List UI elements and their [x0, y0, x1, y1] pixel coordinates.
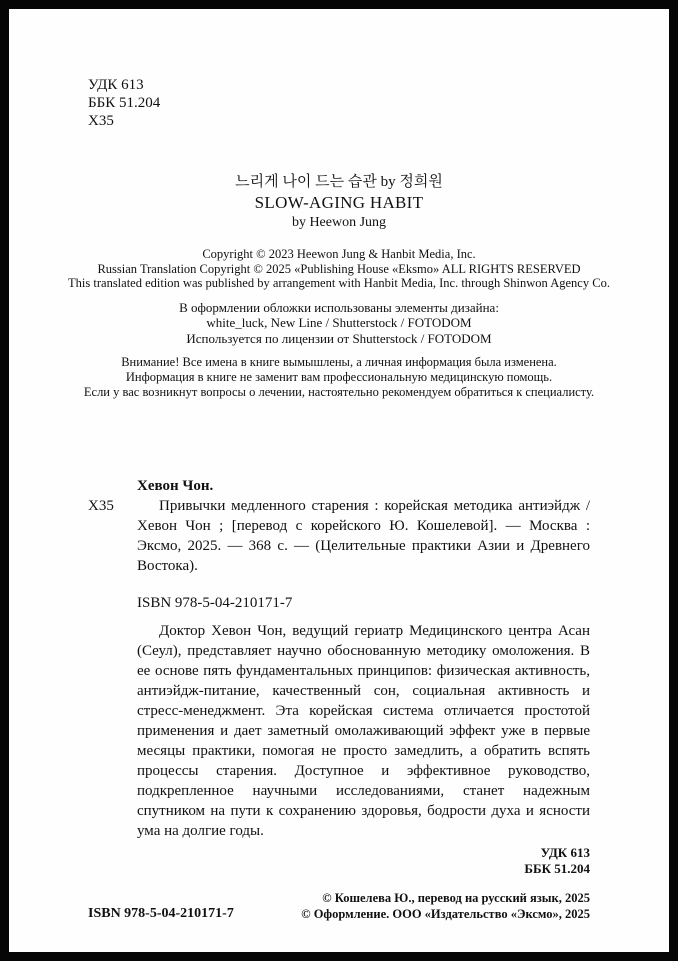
- publisher-credit: © Оформление. ООО «Издательство «Эксмо», 2025: [301, 907, 590, 921]
- original-korean-title: 느리게 나이 드는 습관 by 정희원: [235, 174, 443, 190]
- design-credit-line: white_luck, New Line / Shutterstock / FOTODOM: [206, 315, 472, 330]
- copyright-block: [9, 247, 669, 291]
- book-annotation: Доктор Хевон Чон, ведущий гериатр Медицинского центра Асан (Сеул), представляет научно обоснованную методику омоложения. В ее основе пять фундаментальных принципов: физическая активность, антиэйдж-питание, качественный сон, социальная активность и стресс-менеджмент. Эта корейская система отличается простотой применения и дает заметный омолаживающий эффект уже в первые месяцы практики, помогая не просто замедлить, а обратить вспять процессы старения. Доступное и эффективное руководство, подкрепленное научными исследованиями, станет надежным спутником на пути к сохранению здоровья, бодрости духа и ясности ума на долгие годы.: [137, 623, 590, 839]
- design-credit-line: Используется по лицензии от Shutterstock / FOTODOM: [186, 330, 492, 346]
- bibliographic-author: Хевон Чон.: [137, 478, 214, 494]
- disclaimer-line: Если у вас возникнут вопросы о лечении, настоятельно рекомендуем обратиться к специалисту.: [83, 385, 595, 399]
- author-index-code: Х35: [88, 113, 114, 129]
- disclaimer-line: Внимание! Все имена в книге вымышлены, а личная информация была изменена.: [121, 355, 557, 369]
- bbk-code-bottom: ББК 51.204: [524, 861, 590, 876]
- imprint-footer: [88, 890, 590, 922]
- footer-isbn: ISBN 978-5-04-210171-7: [88, 906, 234, 921]
- udk-code: УДК 613: [88, 77, 144, 93]
- disclaimer-block: [9, 355, 669, 400]
- title-block: [9, 172, 669, 232]
- copyright-line: Russian Translation Copyright © 2025 «Publishing House «Eksmo» ALL RIGHTS RESERVED: [97, 261, 581, 276]
- translation-credit: © Кошелева Ю., перевод на русский язык, 2025: [322, 891, 590, 905]
- classification-codes-bottom: [9, 845, 590, 877]
- page-sheet: [9, 9, 669, 952]
- isbn-number: ISBN 978-5-04-210171-7: [137, 595, 293, 611]
- author-byline: by Heewon Jung: [291, 215, 387, 230]
- cover-design-credits: [9, 300, 669, 347]
- copyright-line: This translated edition was published by arrangement with Hanbit Media, Inc. through Shinwon Agency Co.: [68, 276, 610, 290]
- udk-code-bottom: УДК 613: [540, 845, 590, 860]
- copyright-line: Copyright © 2023 Heewon Jung & Hanbit Media, Inc.: [202, 247, 476, 261]
- classification-codes-top: [88, 76, 669, 130]
- disclaimer-line: Информация в книге не заменит вам профессиональную медицинскую помощь.: [125, 370, 553, 384]
- footer-copyright-credits: [301, 890, 590, 922]
- bbk-code: ББК 51.204: [88, 95, 161, 111]
- bibliographic-index-code: Х35: [88, 498, 114, 514]
- bibliographic-record: [88, 476, 590, 576]
- design-credit-line: В оформлении обложки использованы элементы дизайна:: [179, 299, 499, 315]
- bibliographic-description: Привычки медленного старения : корейская методика антиэйдж / Хевон Чон ; [перевод с корейского Ю. Кошелевой]. — Москва : Эксмо, 2025. — 368 с. — (Целительные практики Азии и Древнего Востока).: [137, 498, 590, 574]
- english-title: SLOW-AGING HABIT: [254, 193, 424, 212]
